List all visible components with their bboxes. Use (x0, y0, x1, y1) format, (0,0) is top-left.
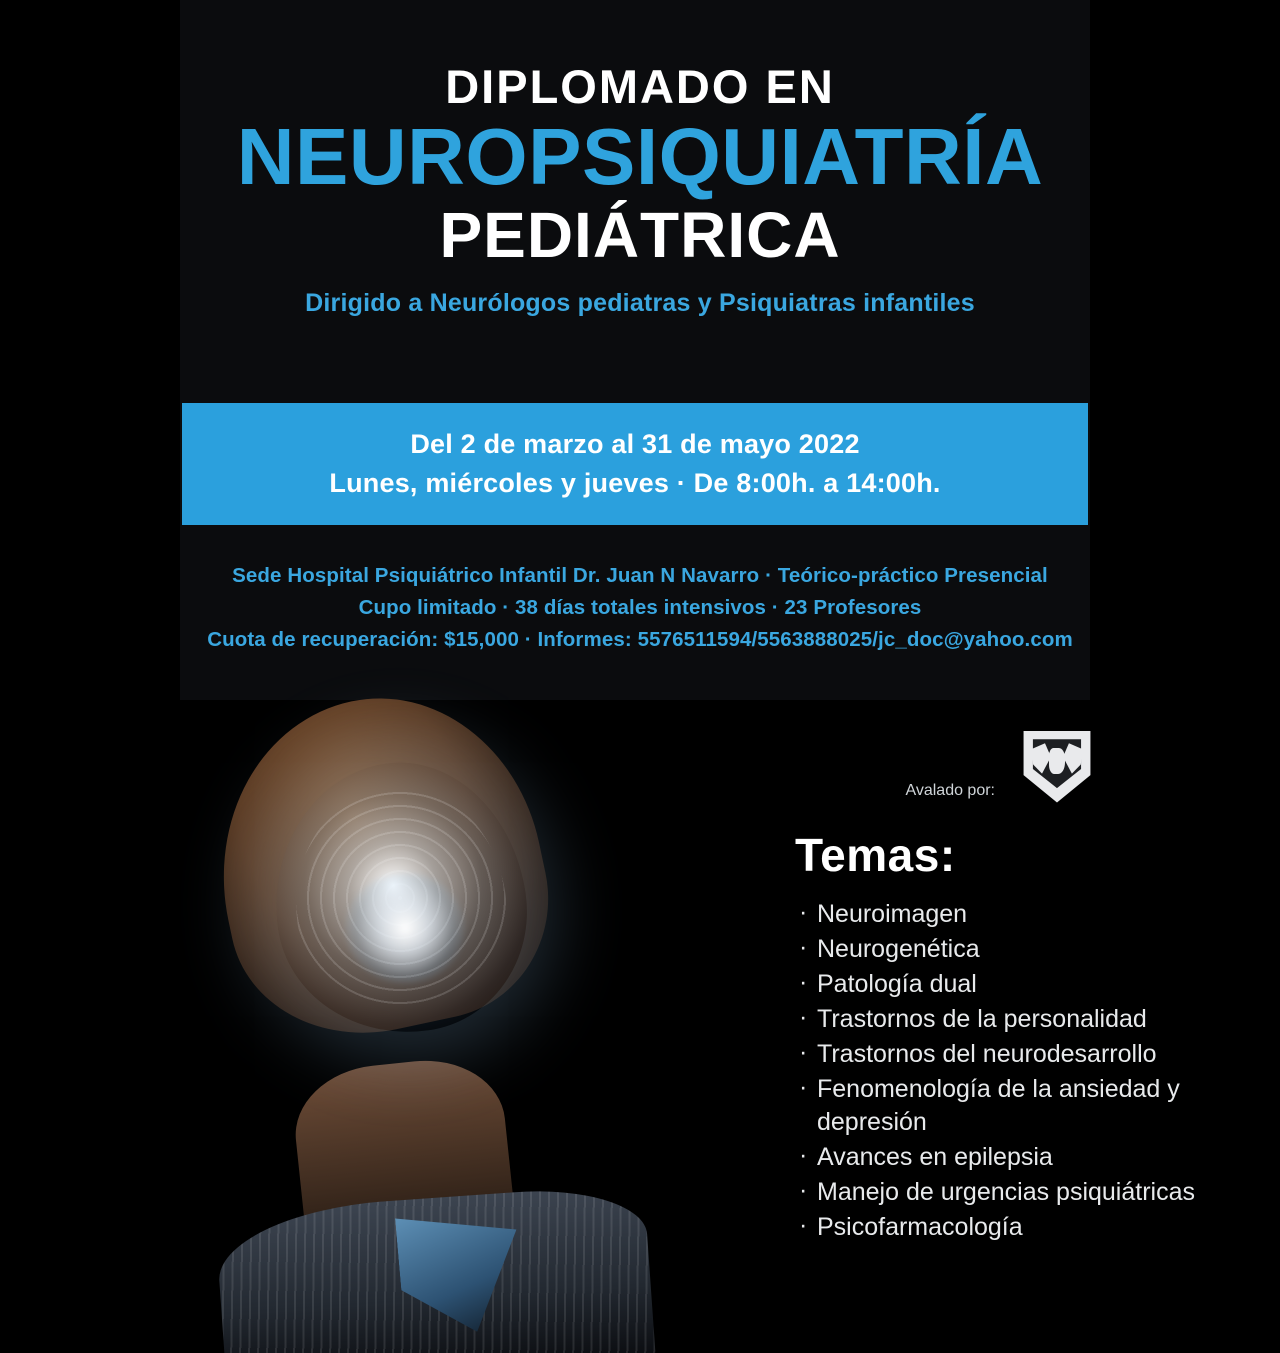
info-line-capacity: Cupo limitado · 38 días totales intensivos · 23 Profesores (358, 595, 922, 619)
endorsement-label: Avalado por: (905, 782, 995, 799)
brain-glow (345, 873, 465, 983)
info-line-venue: Sede Hospital Psiquiátrico Infantil Dr. Juan N Navarro · Teórico-práctico Presencial (232, 564, 1048, 587)
list-item: · Psicofarmacología (795, 1211, 1235, 1244)
page-title: NEUROPSIQUIATRÍA (236, 112, 1044, 202)
unam-shield-icon (1019, 728, 1095, 804)
eyebrow-text: DIPLOMADO EN (445, 60, 835, 113)
list-item: · Fenomenología de la ansiedad y depresión (795, 1073, 1235, 1139)
date-range: Del 2 de marzo al 31 de mayo 2022 (410, 428, 860, 459)
date-band (182, 403, 1088, 525)
list-item: · Neuroimagen (795, 898, 1235, 931)
topics-section (795, 828, 1235, 1246)
info-line-fee-contact: Cuota de recuperación: $15,000 · Informes: 5576511594/5563888025/jc_doc@yahoo.com (207, 627, 1073, 651)
topics-title: Temas: (795, 829, 956, 881)
list-item: · Manejo de urgencias psiquiátricas (795, 1176, 1235, 1209)
list-item: · Neurogenética (795, 933, 1235, 966)
info-block (0, 560, 1280, 655)
list-item: · Trastornos del neurodesarrollo (795, 1038, 1235, 1071)
list-item: · Patología dual (795, 968, 1235, 1001)
boy-with-brain-photo (150, 693, 810, 1353)
audience-text: Dirigido a Neurólogos pediatras y Psiquiatras infantiles (305, 289, 975, 318)
list-item: · Trastornos de la personalidad (795, 1003, 1235, 1036)
list-item: · Avances en epilepsia (795, 1141, 1235, 1174)
schedule: Lunes, miércoles y jueves · De 8:00h. a 14:00h. (329, 468, 941, 498)
map-icon (1049, 748, 1064, 774)
title-block (0, 62, 1280, 318)
page-subtitle: PEDIÁTRICA (439, 199, 841, 272)
